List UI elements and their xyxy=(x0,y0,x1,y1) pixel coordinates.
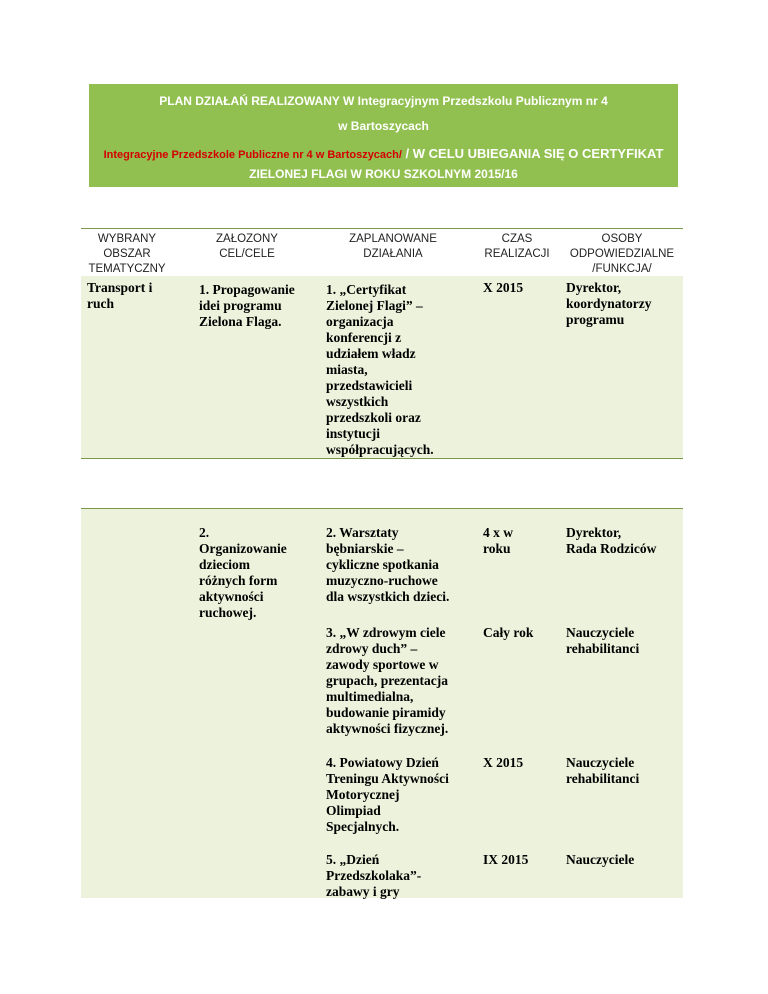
row2-persons: Dyrektor, Rada Rodziców xyxy=(566,525,657,556)
table-top-rule xyxy=(81,228,683,229)
row1-bottom-rule xyxy=(81,458,683,459)
row1-persons: Dyrektor, koordynatorzy programu xyxy=(566,280,652,327)
row5-persons: Nauczyciele xyxy=(566,852,635,867)
row3-action: 3. „W zdrowym ciele zdrowy duch” – zawody sportowe w grupach, prezentacja multimedialna, budowanie piramidy aktywności fizycznej. xyxy=(326,625,449,736)
col-header-actions: ZAPLANOWANE DZIAŁANIA xyxy=(349,233,437,260)
row2-time: 4 x w roku xyxy=(483,525,513,556)
header-title: PLAN DZIAŁAŃ REALIZOWANY W Integracyjnym Przedszkolu Publicznym nr 4 xyxy=(159,94,608,108)
row2-action: 2. Warsztaty bębniarskie – cykliczne spotkania muzyczno-ruchowe dla wszystkich dzieci. xyxy=(326,525,450,604)
col-header-time: CZAS REALIZACJI xyxy=(484,233,550,260)
row4-action: 4. Powiatowy Dzień Treningu Aktywności Motorycznej Olimpiad Specjalnych. xyxy=(326,755,449,834)
row1-goal: 1. Propagowanie idei programu Zielona Flaga. xyxy=(199,282,295,329)
row1-action: 1. „Certyfikat Zielonej Flagi” – organizacja konferencji z udziałem władz miasta, przedstawicieli wszystkich przedszkoli oraz instytucji współpracujących. xyxy=(326,282,434,457)
col-header-area: WYBRANY OBSZAR TEMATYCZNY xyxy=(88,233,166,275)
col-header-persons: OSOBY ODPOWIEDZIALNE /FUNKCJA/ xyxy=(569,233,675,275)
header-city: w Bartoszycach xyxy=(338,119,429,133)
row3-persons: Nauczyciele rehabilitanci xyxy=(566,625,640,656)
header-year: ZIELONEJ FLAGI W ROKU SZKOLNYM 2015/16 xyxy=(249,167,518,181)
header-banner xyxy=(89,84,678,187)
row2-goal: 2. Organizowanie dzieciom różnych form aktywności ruchowej. xyxy=(199,525,287,620)
header-purpose: / W CELU UBIEGANIA SIĘ O CERTYFIKAT xyxy=(401,146,664,161)
row1-area: Transport i ruch xyxy=(87,280,153,311)
header-subtitle xyxy=(89,146,678,161)
col-header-goal: ZAŁOZONY CEL/CELE xyxy=(216,233,278,260)
row3-time: Cały rok xyxy=(483,625,534,640)
row5-time: IX 2015 xyxy=(483,852,529,867)
header-institution-red: Integracyjne Przedszkole Publiczne nr 4 w Bartoszycach/ xyxy=(103,149,402,161)
row5-action: 5. „Dzień Przedszkolaka”- zabawy i gry xyxy=(326,852,422,899)
row4-persons: Nauczyciele rehabilitanci xyxy=(566,755,640,786)
row4-time: X 2015 xyxy=(483,755,524,770)
row1-time: X 2015 xyxy=(483,280,524,295)
row2-top-rule xyxy=(81,508,683,509)
